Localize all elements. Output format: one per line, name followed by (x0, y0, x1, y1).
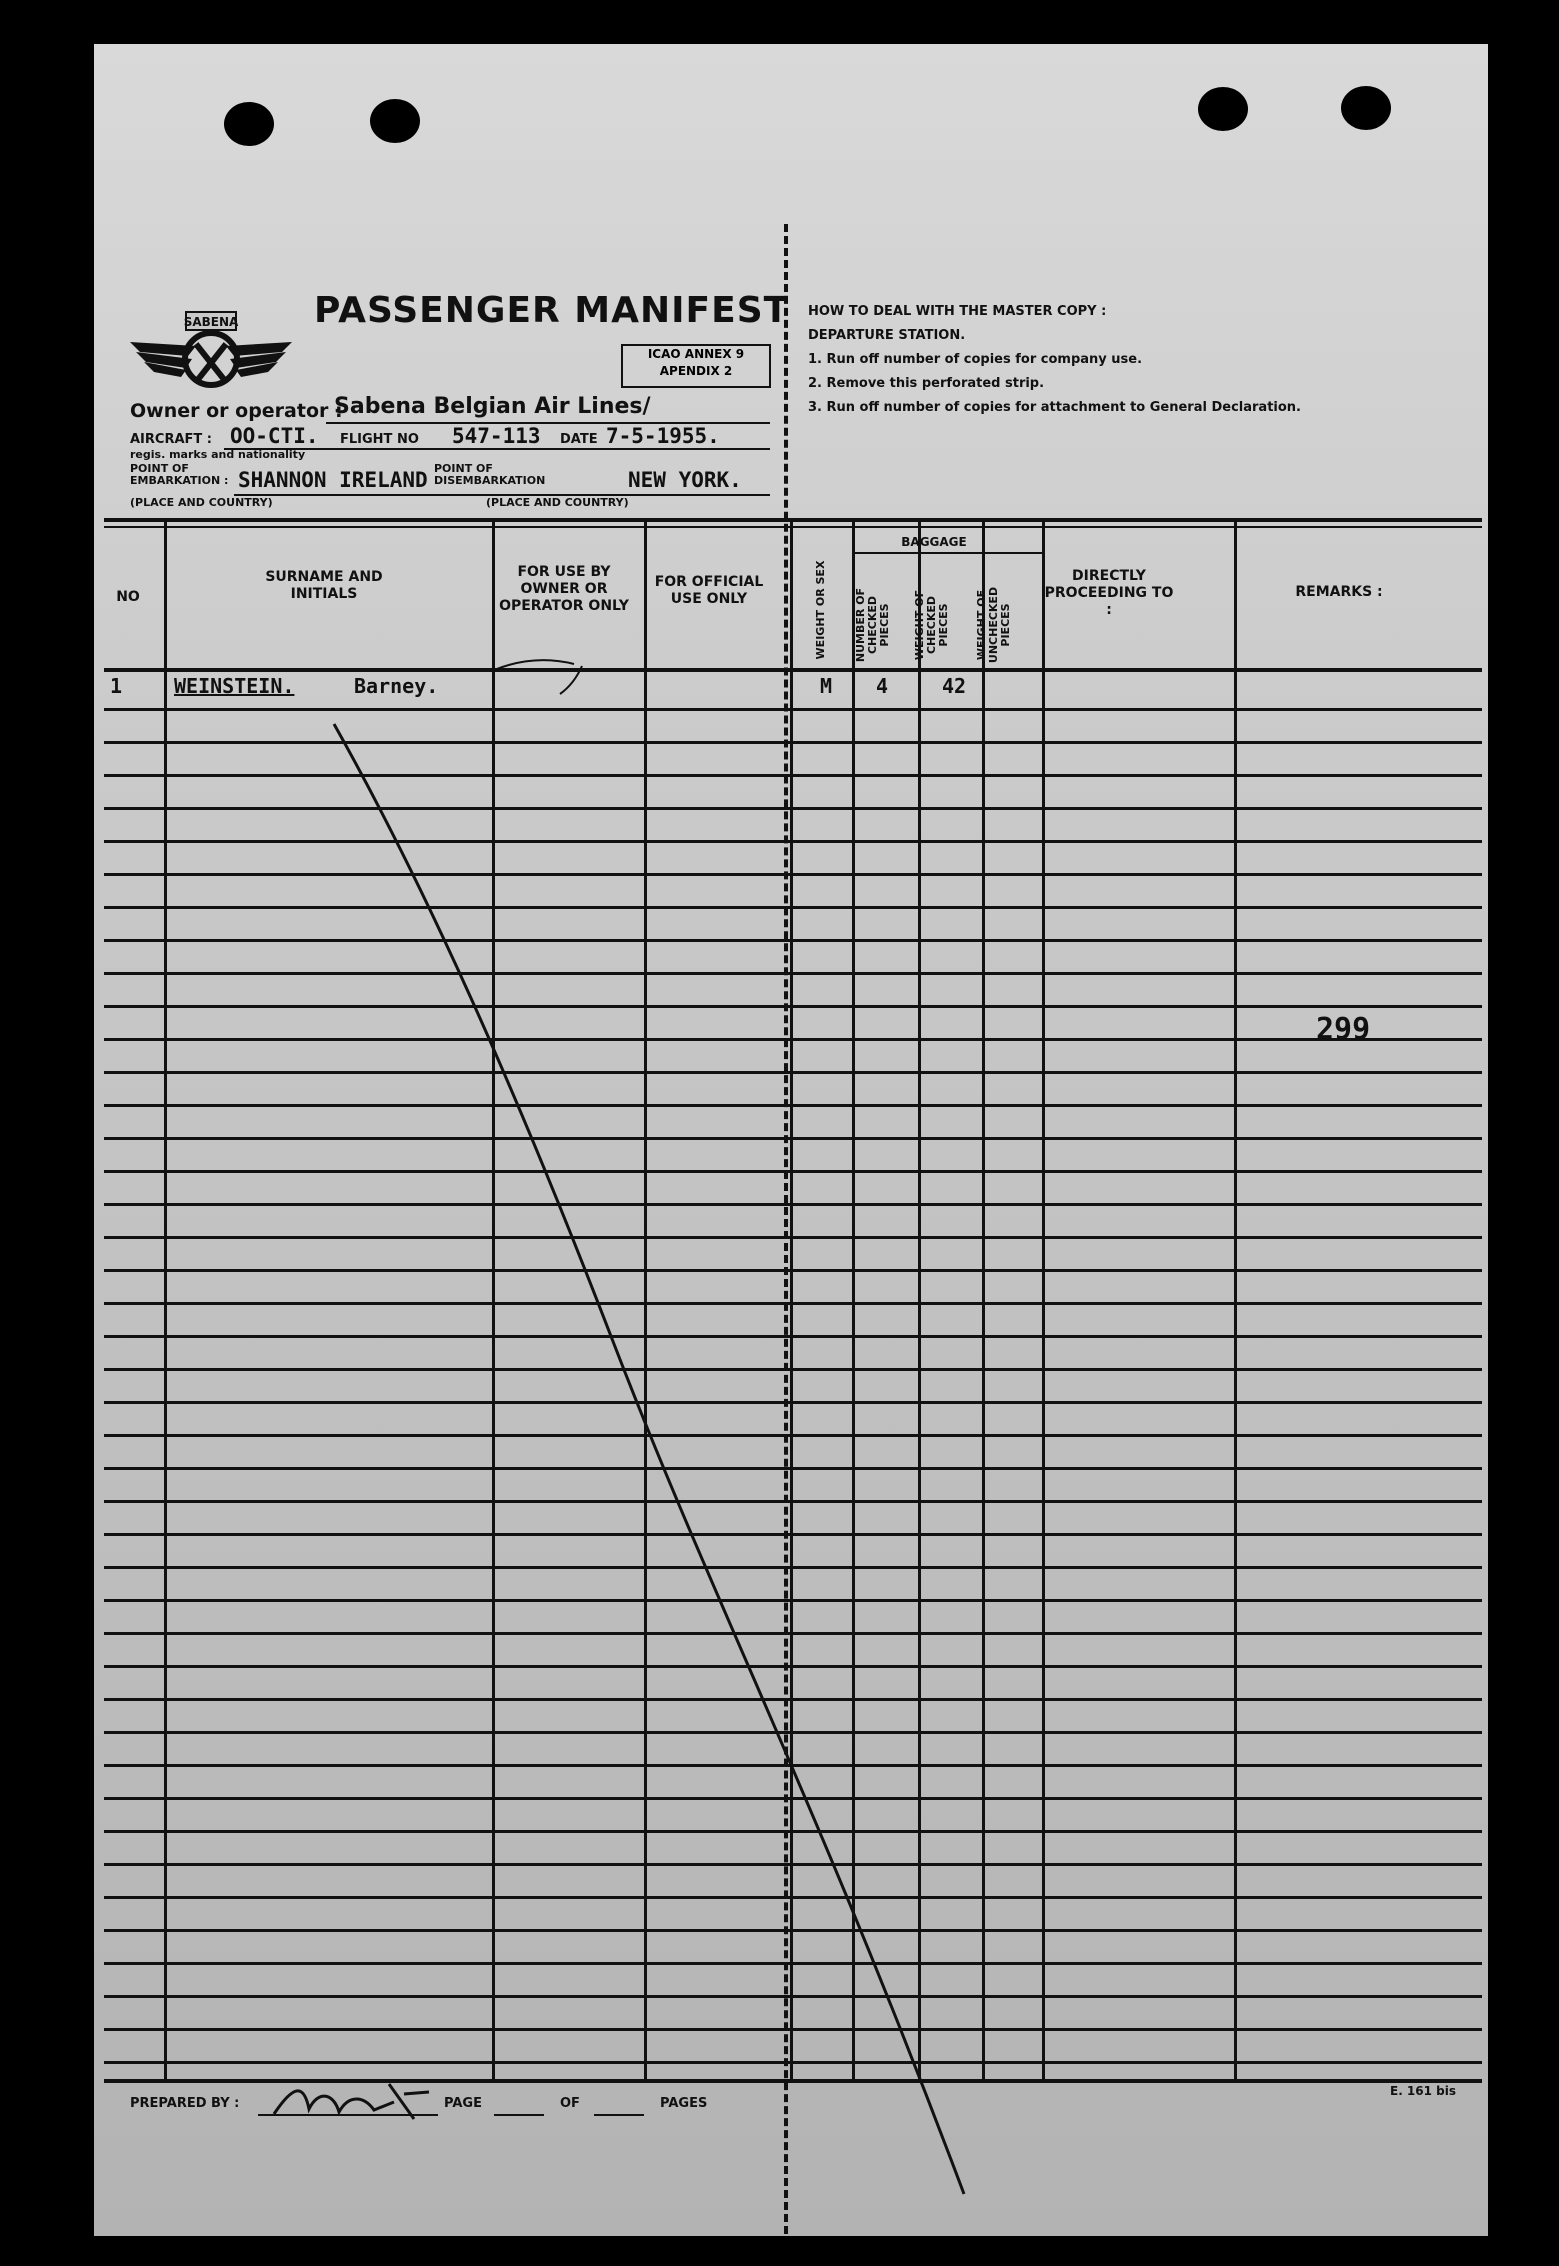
row-1-no: 1 (110, 674, 123, 698)
instruction-item: 2. Remove this perforated strip. (808, 376, 1045, 391)
disembark-sub: (PLACE AND COUNTRY) (486, 496, 629, 509)
col-surname: SURNAME AND INITIALS (265, 569, 383, 602)
col-num-checked: NUMBER OF CHECKED PIECES (854, 587, 891, 663)
disembark-label: POINT OF DISEMBARKATION (434, 462, 546, 487)
col-directly-proceeding: DIRECTLY PROCEEDING TO : (1044, 568, 1174, 618)
instructions-station: DEPARTURE STATION. (808, 328, 966, 343)
col-owner-use: FOR USE BY OWNER OR OPERATOR ONLY (499, 564, 629, 614)
preparer-signature (264, 2074, 444, 2124)
instruction-item: 1. Run off number of copies for company use. (808, 352, 1143, 367)
col-weight-sex: WEIGHT OR SEX (814, 560, 827, 660)
form-code: E. 161 bis (1390, 2084, 1457, 2098)
embark-label: POINT OF EMBARKATION : (130, 462, 229, 487)
col-baggage: BAGGAGE (901, 535, 967, 549)
flight-label: FLIGHT NO (340, 432, 419, 447)
row-1-weight-checked: 42 (942, 674, 967, 698)
row-1-num-checked: 4 (876, 674, 889, 698)
instructions-heading: HOW TO DEAL WITH THE MASTER COPY : (808, 304, 1107, 319)
col-official-use: FOR OFFICIAL USE ONLY (654, 574, 764, 607)
of-label: OF (560, 2096, 580, 2111)
of-underline (594, 2114, 644, 2116)
annex-line-1: ICAO ANNEX 9 (647, 347, 745, 361)
row-1-weight-sex: M (820, 674, 833, 698)
annex-line-2: APENDIX 2 (659, 364, 733, 378)
row-1-surname: WEINSTEIN. (174, 674, 295, 698)
pages-label: PAGES (660, 2096, 708, 2111)
date-value: 7-5-1955. (606, 424, 720, 448)
date-label: DATE (560, 432, 598, 447)
row-1-initials: Barney. (354, 674, 439, 698)
embark-sub: (PLACE AND COUNTRY) (130, 496, 273, 509)
prepared-by-label: PREPARED BY : (130, 2096, 240, 2111)
prepared-by-underline (258, 2114, 438, 2116)
owner-value: Sabena Belgian Air Lines/ (334, 394, 651, 419)
strike-through-line (94, 44, 1488, 2236)
svg-text:SABENA: SABENA (183, 315, 239, 329)
col-weight-unchecked: WEIGHT OF UNCHECKED PIECES (975, 586, 1012, 664)
flight-value: 547-113 (452, 424, 541, 448)
col-no: NO (116, 589, 140, 605)
owner-label: Owner or operator : (130, 400, 343, 422)
aircraft-value: OO-CTI. (230, 424, 319, 448)
aircraft-sub: regis. marks and nationality (130, 448, 306, 461)
stamp-number: 299 (1316, 1012, 1371, 1047)
page-underline (494, 2114, 544, 2116)
manifest-sheet (94, 44, 1488, 2236)
disembark-value: NEW YORK. (628, 468, 742, 492)
aircraft-label: AIRCRAFT : (130, 432, 212, 447)
embark-value: SHANNON IRELAND (238, 468, 428, 492)
col-remarks: REMARKS : (1295, 584, 1383, 600)
page-label: PAGE (444, 2096, 482, 2111)
form-title: PASSENGER MANIFEST (314, 290, 790, 331)
col-weight-checked: WEIGHT OF CHECKED PIECES (913, 589, 950, 661)
instruction-item: 3. Run off number of copies for attachment to General Declaration. (808, 400, 1301, 415)
